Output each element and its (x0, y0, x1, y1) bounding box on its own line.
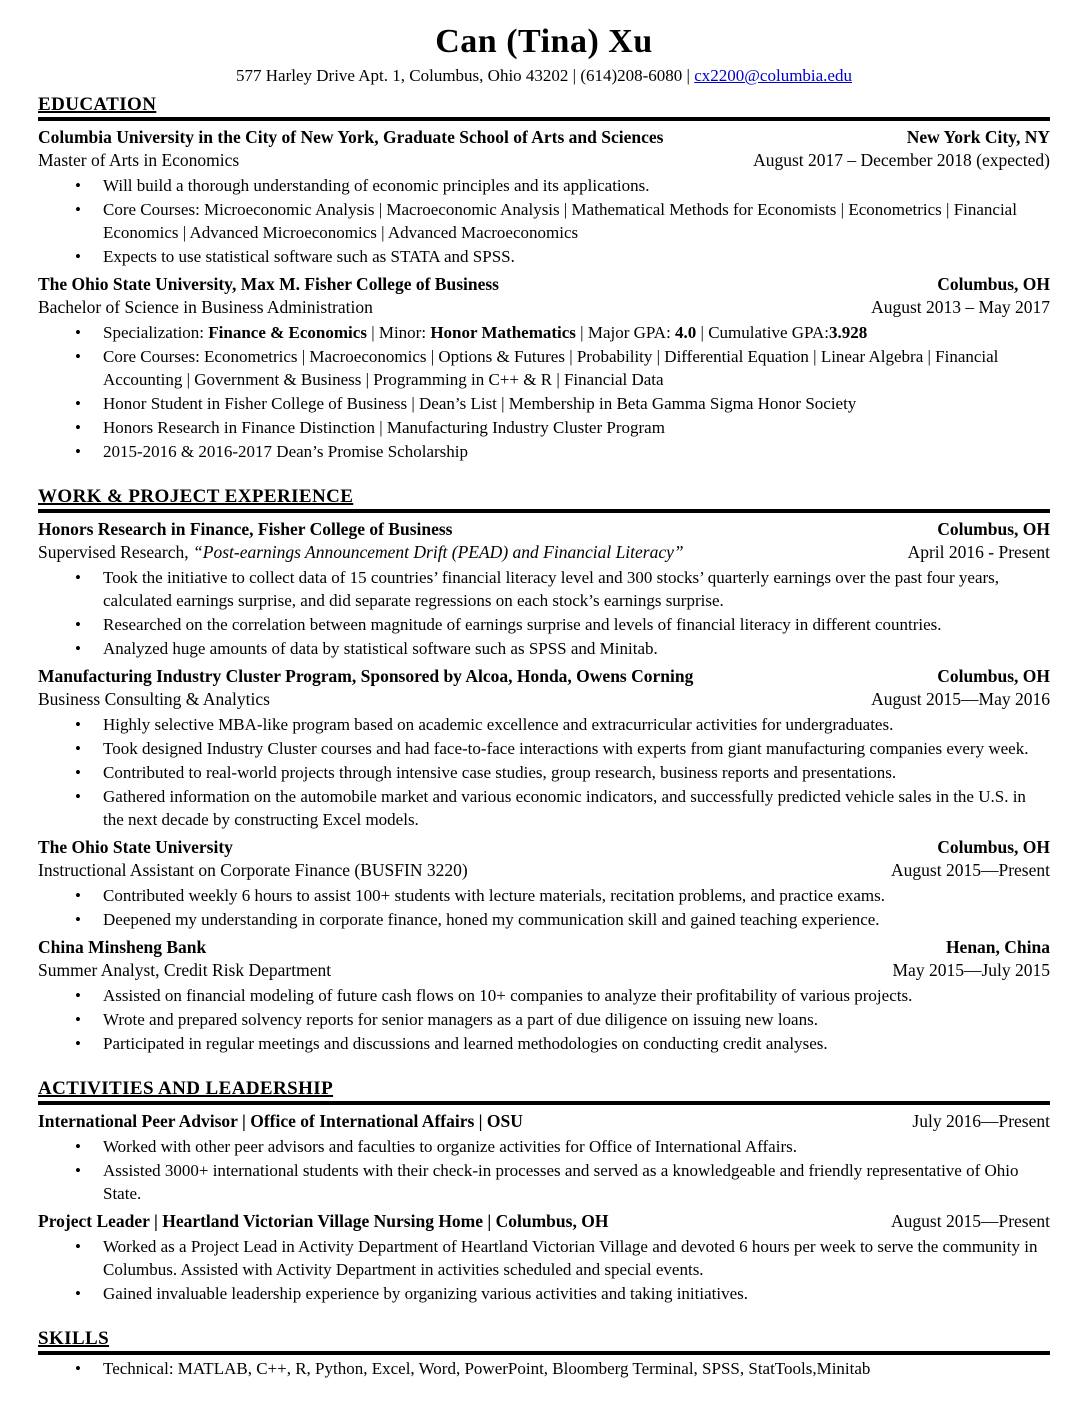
entry-dates: August 2015—May 2016 (871, 689, 1050, 709)
text-run: “Post-earnings Announcement Drift (PEAD) and Financial Literacy” (193, 542, 684, 562)
bullet-item (75, 345, 1050, 391)
bullet-text (103, 613, 1050, 636)
bullet-text (103, 345, 1050, 391)
bullet-item (75, 1032, 1050, 1055)
entry-title: The Ohio State University (38, 837, 233, 857)
entry-subtitle (38, 959, 331, 982)
entry-dates: August 2015—Present (891, 1211, 1050, 1231)
text-run: Specialization: (103, 323, 209, 342)
text-run: Researched on the correlation between magnitude of earnings surprise and levels of financial literacy in different countries. (103, 615, 942, 634)
entry-heading-row (38, 518, 1050, 541)
email-link[interactable]: cx2200@columbia.edu (694, 66, 852, 85)
bullet-text (103, 566, 1050, 612)
bullet-icon: • (75, 639, 81, 658)
bullet-text (103, 785, 1050, 831)
experience-entry (38, 518, 1050, 660)
bullet-item (75, 785, 1050, 831)
bullet-text (103, 761, 1050, 784)
entry-title: The Ohio State University, Max M. Fisher College of Business (38, 274, 499, 294)
entry-dates: August 2015—Present (891, 860, 1050, 880)
entry-subheading-row (38, 149, 1050, 172)
entry-subheading-row (38, 688, 1050, 711)
entry-heading-row (38, 1210, 1050, 1233)
entry-location: Columbus, OH (937, 274, 1050, 294)
bullet-icon: • (75, 615, 81, 634)
text-run: Participated in regular meetings and discussions and learned methodologies on conducting credit analyses. (103, 1034, 828, 1053)
bullet-text (103, 1032, 1050, 1055)
bullet-icon: • (75, 986, 81, 1005)
section-heading-activities (38, 1078, 1050, 1105)
entry-location: Henan, China (945, 937, 1050, 957)
text-run: Core Courses: Econometrics | Macroeconomics | Options & Futures | Probability | Differential Equation | Linear Algebra | Financial Accounting | Government & Business | Programming in C++ & R | Financial Data (103, 347, 999, 389)
entry-subtitle (38, 296, 373, 319)
text-run: | Cumulative GPA: (696, 323, 829, 342)
text-run: Contributed to real-world projects through intensive case studies, group research, business reports and presentations. (103, 763, 897, 782)
text-run: Gathered information on the automobile market and various economic indicators, and successfully predicted vehicle sales in the U.S. in the next decade by constructing Excel models. (103, 787, 1026, 829)
entry-dates: August 2013 – May 2017 (871, 297, 1050, 317)
text-run: 2015-2016 & 2016-2017 Dean’s Promise Scholarship (103, 442, 468, 461)
bullet-text (103, 1235, 1050, 1281)
bullet-text (103, 737, 1050, 760)
bullet-icon: • (75, 715, 81, 734)
bullet-icon: • (75, 1359, 81, 1378)
entry-title: International Peer Advisor | Office of International Affairs | OSU (38, 1111, 523, 1131)
bullet-item (75, 1357, 1050, 1380)
bullet-icon: • (75, 568, 81, 587)
bullet-item (75, 984, 1050, 1007)
bullet-icon: • (75, 347, 81, 366)
contact-line (38, 65, 1050, 87)
entry-title: Honors Research in Finance, Fisher College of Business (38, 519, 453, 539)
bullet-item (75, 637, 1050, 660)
entry-location: Columbus, OH (937, 837, 1050, 857)
bullet-text (103, 392, 1050, 415)
text-run: Worked as a Project Lead in Activity Department of Heartland Victorian Village and devoted 6 hours per week to serve the community in Columbus. Assisted with Activity Department in activities scheduled and special events. (103, 1237, 1038, 1279)
bullet-text (103, 1159, 1050, 1205)
bullet-icon: • (75, 176, 81, 195)
bullet-item (75, 713, 1050, 736)
section-heading-education (38, 94, 1050, 121)
bullet-icon: • (75, 247, 81, 266)
entry-heading-row (38, 836, 1050, 859)
experience-entry (38, 273, 1050, 463)
text-run: Assisted on financial modeling of future cash flows on 10+ companies to analyze their profitability of various projects. (103, 986, 913, 1005)
entry-title: Columbia University in the City of New York, Graduate School of Arts and Sciences (38, 127, 664, 147)
bullet-item (75, 761, 1050, 784)
entry-heading-row (38, 1110, 1050, 1133)
bullet-list (38, 1135, 1050, 1205)
bullet-text (103, 984, 1050, 1007)
text-run: Took designed Industry Cluster courses and had face-to-face interactions with experts from giant manufacturing companies every week. (103, 739, 1029, 758)
entry-title: China Minsheng Bank (38, 937, 207, 957)
entry-subheading-row (38, 859, 1050, 882)
text-run: 3.928 (828, 323, 868, 342)
bullet-icon: • (75, 1237, 81, 1256)
text-run: Assisted 3000+ international students with their check-in processes and served as a knowledgeable and friendly representative of Ohio State. (103, 1161, 1019, 1203)
entry-heading-row (38, 126, 1050, 149)
experience-entry (38, 665, 1050, 831)
bullet-text (103, 440, 1050, 463)
section-title: WORK & PROJECT EXPERIENCE (38, 486, 354, 507)
text-run: | Minor: (366, 323, 431, 342)
text-run: Highly selective MBA-like program based on academic excellence and extracurricular activities for undergraduates. (103, 715, 894, 734)
section-skills (38, 1328, 1050, 1380)
bullet-item (75, 884, 1050, 907)
text-run: Finance & Economics (208, 323, 367, 342)
text-run: Will build a thorough understanding of economic principles and its applications. (103, 176, 650, 195)
entry-subheading-row (38, 296, 1050, 319)
bullet-text (103, 1282, 1050, 1305)
bullet-text (103, 416, 1050, 439)
bullet-list (38, 321, 1050, 463)
section-title: SKILLS (38, 1328, 110, 1349)
bullet-item (75, 1235, 1050, 1281)
bullet-text (103, 713, 1050, 736)
bullet-item (75, 416, 1050, 439)
entry-subtitle (38, 859, 468, 882)
section-title: ACTIVITIES AND LEADERSHIP (38, 1078, 334, 1099)
experience-entry (38, 126, 1050, 268)
bullet-icon: • (75, 1034, 81, 1053)
bullet-icon: • (75, 787, 81, 806)
section-activities (38, 1078, 1050, 1305)
section-heading-skills (38, 1328, 1050, 1355)
text-run: Analyzed huge amounts of data by statistical software such as SPSS and Minitab. (103, 639, 658, 658)
bullet-list (38, 566, 1050, 660)
entry-dates: July 2016—Present (912, 1111, 1050, 1131)
bullet-list (38, 1235, 1050, 1305)
text-run: 4.0 (675, 323, 697, 342)
bullet-item (75, 440, 1050, 463)
bullet-text (103, 321, 1050, 344)
bullet-item (75, 174, 1050, 197)
text-run: Expects to use statistical software such as STATA and SPSS. (103, 247, 515, 266)
candidate-name: Can (Tina) Xu (435, 23, 653, 60)
contact-text: 577 Harley Drive Apt. 1, Columbus, Ohio 43202 | (614)208-6080 | (236, 66, 695, 85)
bullet-list (38, 713, 1050, 831)
entry-title: Project Leader | Heartland Victorian Village Nursing Home | Columbus, OH (38, 1211, 609, 1231)
experience-entry (38, 936, 1050, 1055)
entry-dates: May 2015—July 2015 (892, 960, 1050, 980)
bullet-icon: • (75, 1161, 81, 1180)
bullet-list (38, 174, 1050, 268)
resume-header (38, 20, 1050, 87)
experience-entry (38, 836, 1050, 931)
entry-subheading-row (38, 541, 1050, 564)
bullet-item (75, 245, 1050, 268)
bullet-item (75, 198, 1050, 244)
bullet-item (75, 1135, 1050, 1158)
section-work (38, 486, 1050, 1055)
bullet-item (75, 566, 1050, 612)
bullet-item (75, 392, 1050, 415)
section-heading-work (38, 486, 1050, 513)
bullet-icon: • (75, 442, 81, 461)
experience-entry (38, 1210, 1050, 1305)
bullet-icon: • (75, 323, 81, 342)
text-run: Gained invaluable leadership experience by organizing various activities and taking initiatives. (103, 1284, 749, 1303)
entry-title: Manufacturing Industry Cluster Program, Sponsored by Alcoa, Honda, Owens Corning (38, 666, 694, 686)
entry-heading-row (38, 273, 1050, 296)
entry-heading-row (38, 936, 1050, 959)
entry-location: Columbus, OH (937, 519, 1050, 539)
bullet-icon: • (75, 763, 81, 782)
bullet-icon: • (75, 1010, 81, 1029)
bullet-icon: • (75, 200, 81, 219)
text-run: Honor Student in Fisher College of Business | Dean’s List | Membership in Beta Gamma Sigma Honor Society (103, 394, 857, 413)
bullet-text (103, 1357, 1050, 1380)
bullet-item (75, 613, 1050, 636)
section-title: EDUCATION (38, 94, 157, 115)
text-run: Core Courses: Microeconomic Analysis | Macroeconomic Analysis | Mathematical Methods for Economists | Econometrics | Financial Economics | Advanced Microeconomics | Advanced Macroeconomics (103, 200, 1017, 242)
text-run: Took the initiative to collect data of 15 countries’ financial literacy level and 300 stocks’ quarterly earnings over the past four years, calculated earnings surprise, and did separate regressions on each stock’s earnings surprise. (103, 568, 1000, 610)
bullet-text (103, 198, 1050, 244)
bullet-item (75, 1282, 1050, 1305)
bullet-item (75, 321, 1050, 344)
bullet-text (103, 1135, 1050, 1158)
experience-entry (38, 1110, 1050, 1205)
text-run: | Major GPA: (575, 323, 676, 342)
entry-heading-row (38, 665, 1050, 688)
bullet-list (38, 884, 1050, 931)
bullet-text (103, 1008, 1050, 1031)
entry-subtitle (38, 541, 684, 564)
entry-subheading-row (38, 959, 1050, 982)
bullet-text (103, 174, 1050, 197)
text-run: Wrote and prepared solvency reports for senior managers as a part of due diligence on issuing new loans. (103, 1010, 818, 1029)
text-run: Instructional Assistant on Corporate Finance (BUSFIN 3220) (38, 860, 468, 880)
text-run: Bachelor of Science in Business Administration (38, 297, 373, 317)
bullet-item (75, 1159, 1050, 1205)
section-education (38, 94, 1050, 463)
bullet-icon: • (75, 910, 81, 929)
bullet-item (75, 737, 1050, 760)
bullet-text (103, 908, 1050, 931)
resume-sections (38, 94, 1050, 1380)
entry-location: New York City, NY (906, 127, 1050, 147)
text-run: Worked with other peer advisors and faculties to organize activities for Office of International Affairs. (103, 1137, 797, 1156)
bullet-icon: • (75, 1137, 81, 1156)
bullet-item (75, 908, 1050, 931)
text-run: Summer Analyst, Credit Risk Department (38, 960, 332, 980)
text-run: Honor Mathematics (430, 323, 576, 342)
bullet-text (103, 245, 1050, 268)
bullet-text (103, 884, 1050, 907)
text-run: Deepened my understanding in corporate finance, honed my communication skill and gained teaching experience. (103, 910, 880, 929)
entry-dates: April 2016 - Present (907, 542, 1050, 562)
entry-location: Columbus, OH (937, 666, 1050, 686)
text-run: Technical: MATLAB, C++, R, Python, Excel, Word, PowerPoint, Bloomberg Terminal, SPSS, StatTools,Minitab (103, 1359, 871, 1378)
bullet-text (103, 637, 1050, 660)
text-run: Honors Research in Finance Distinction | Manufacturing Industry Cluster Program (103, 418, 665, 437)
bullet-icon: • (75, 394, 81, 413)
text-run: Supervised Research, (38, 542, 194, 562)
bullet-list (38, 1357, 1050, 1380)
entry-subtitle (38, 688, 270, 711)
bullet-icon: • (75, 886, 81, 905)
text-run: Business Consulting & Analytics (38, 689, 270, 709)
bullet-icon: • (75, 739, 81, 758)
text-run: Master of Arts in Economics (38, 150, 240, 170)
bullet-icon: • (75, 418, 81, 437)
bullet-item (75, 1008, 1050, 1031)
entry-dates: August 2017 – December 2018 (expected) (753, 150, 1050, 170)
text-run: Contributed weekly 6 hours to assist 100+ students with lecture materials, recitation problems, and practice exams. (103, 886, 885, 905)
entry-subtitle (38, 149, 239, 172)
bullet-icon: • (75, 1284, 81, 1303)
bullet-list (38, 984, 1050, 1055)
